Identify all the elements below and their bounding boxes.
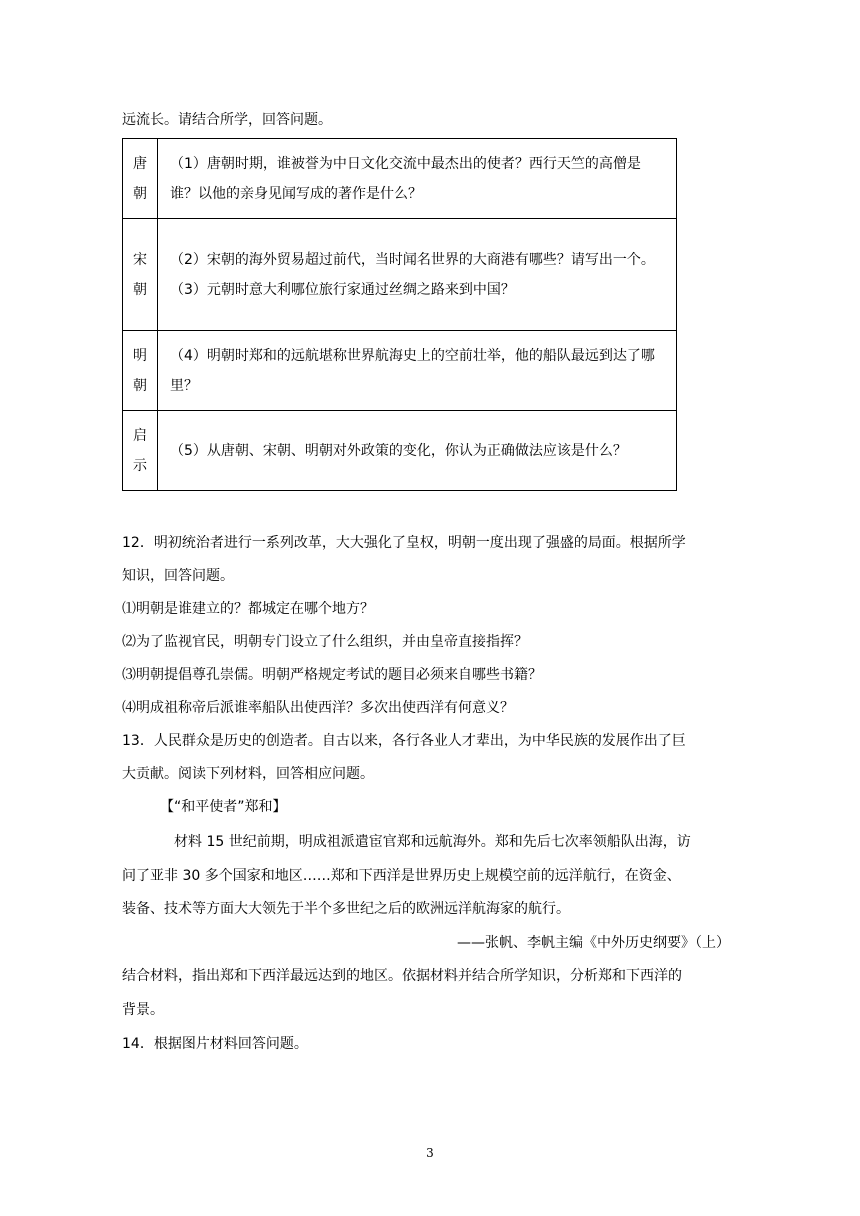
question-5: （5）从唐朝、宋朝、明朝对外政策的变化，你认为正确做法应该是什么？ <box>170 442 627 459</box>
q13-task-line2: 背景。 <box>122 1002 164 1018</box>
question-4: （4）明朝时郑和的远航堪称世界航海史上的空前壮举，他的船队最远到达了哪里？ <box>170 347 655 394</box>
question-2: （2）宋朝的海外贸易超过前代，当时闻名世界的大商港有哪些？请写出一个。 <box>170 251 655 268</box>
era-cell-tang: 唐 朝 <box>123 139 158 219</box>
q13-line1: 13．人民群众是历史的创造者。自古以来，各行各业人才辈出，为中华民族的发展作出了巨 <box>122 733 686 749</box>
q13-material-3: 装备、技术等方面大大领先于半个多世纪之后的欧洲远洋航海家的航行。 <box>122 901 570 917</box>
history-questions-table <box>122 138 677 491</box>
q12-sub-2: ⑵为了监视官民，明朝专门设立了什么组织，并由皇帝直接指挥？ <box>122 634 528 650</box>
q13-material-2: 问了亚非 30 多个国家和地区……郑和下西洋是世界历史上规模空前的远洋航行，在资金、 <box>122 868 681 884</box>
q12-line2: 知识，回答问题。 <box>122 568 234 584</box>
table-row <box>123 331 677 411</box>
table-row <box>123 139 677 219</box>
q13-source: ——张帆、李帆主编《中外历史纲要》（上） <box>457 935 730 951</box>
intro-text: 远流长。请结合所学，回答问题。 <box>122 112 332 128</box>
table-row <box>123 411 677 491</box>
table-row <box>123 219 677 331</box>
question-cell <box>158 331 677 411</box>
era-cell-song: 宋 朝 <box>123 219 158 331</box>
q13-heading: 【“和平使者”郑和】 <box>160 799 287 815</box>
q12-sub-1: ⑴明朝是谁建立的？都城定在哪个地方？ <box>122 601 374 617</box>
question-cell <box>158 411 677 491</box>
q14-text: 14．根据图片材料回答问题。 <box>122 1036 308 1052</box>
question-1: （1）唐朝时期，谁被誉为中日文化交流中最杰出的使者？西行天竺的高僧是谁？以他的亲身见闻写成的著作是什么？ <box>170 155 641 202</box>
question-cell <box>158 219 677 331</box>
q12-sub-4: ⑷明成祖称帝后派谁率船队出使西洋？多次出使西洋有何意义？ <box>122 700 514 716</box>
q13-material-1: 材料 15 世纪前期，明成祖派遣宦官郑和远航海外。郑和先后七次率领船队出海，访 <box>174 834 691 850</box>
question-cell <box>158 139 677 219</box>
q13-task-line1: 结合材料，指出郑和下西洋最远达到的地区。依据材料并结合所学知识，分析郑和下西洋的 <box>122 968 682 984</box>
question-3: （3）元朝时意大利哪位旅行家通过丝绸之路来到中国？ <box>170 281 515 298</box>
q12-sub-3: ⑶明朝提倡尊孔崇儒。明朝严格规定考试的题目必须来自哪些书籍？ <box>122 667 542 683</box>
q13-line2: 大贡献。阅读下列材料，回答相应问题。 <box>122 766 374 782</box>
q12-line1: 12．明初统治者进行一系列改革，大大强化了皇权，明朝一度出现了强盛的局面。根据所学 <box>122 535 686 551</box>
era-cell-qishi: 启 示 <box>123 411 158 491</box>
era-cell-ming: 明 朝 <box>123 331 158 411</box>
page-number: 3 <box>426 1146 434 1160</box>
